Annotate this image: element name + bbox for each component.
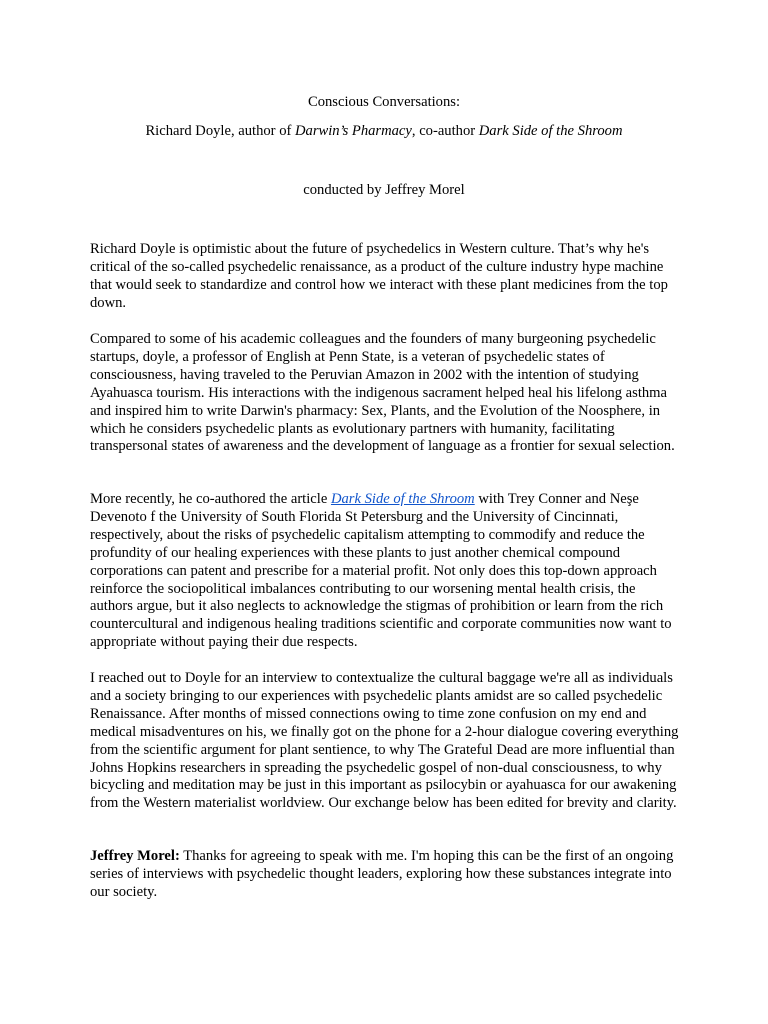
paragraph-3-before: More recently, he co-authored the article — [90, 491, 331, 507]
document-title — [0, 93, 768, 111]
subtitle-middle: , co-author — [411, 123, 479, 139]
subtitle-prefix: Richard Doyle, author of — [145, 123, 295, 139]
interview-question-1 — [90, 848, 682, 902]
paragraph-1-text: Richard Doyle is optimistic about the future of psychedelics in Western culture. That’s why he's critical of the so-called psychedelic renaissance, as a product of the culture industry hype machine that would seek to standardize and control how we interact with these plant medicines from the top down. — [90, 241, 668, 311]
document-subtitle — [0, 122, 768, 140]
paragraph-1 — [90, 241, 682, 313]
question-1-body: Thanks for agreeing to speak with me. I'm hoping this can be the first of an ongoing series of interviews with psychedelic thought leaders, exploring how these substances integrate into our society. — [90, 848, 674, 900]
paragraph-4-text: I reached out to Doyle for an interview to contextualize the cultural baggage we're all as individuals and a society bringing to our experiences with psychedelic plants amidst are so called psychedelic Renaissance. After months of missed connections owing to time zone confusion on my end and medical misadventures on his, we finally got on the phone for a 2-hour dialogue covering everything from the scientific argument for plant sentience, to why The Grateful Dead are more influential than Johns Hopkins researchers in spreading the psychedelic gospel of non-dual consciousness, to why bicycling and meditation may be just in this important as psilocybin or ayahuasca for our awakening from the Western materialist worldview. Our exchange below has been edited for brevity and clarity. — [90, 670, 679, 812]
speaker-name: Jeffrey Morel: — [90, 848, 180, 864]
book-title-darwins-pharmacy: Darwin’s Pharmacy — [295, 123, 412, 139]
paragraph-3-text — [90, 491, 682, 652]
paragraph-3-after: with Trey Conner and Neşe Devenoto f the University of South Florida St Petersburg and the University of Cincinnati, respectively, about the risks of psychedelic capitalism attempting to commodify and reduce the profundity of our healing experiences with these plants to just another chemical compound corporations can patent and prescribe for a material profit. Not only does this top-down approach reinforce the sociopolitical imbalances contributing to our worsening mental health crisis, the authors argue, but it also neglects to acknowledge the stigmas of prohibition or learn from the rich countercultural and indigenous healing traditions scientific and corporate communities now want to appropriate without paying their due respects. — [90, 491, 672, 651]
book-title-dark-side-of-the-shroom: Dark Side of the Shroom — [478, 123, 623, 139]
byline-text: conducted by Jeffrey Morel — [303, 182, 465, 198]
paragraph-2 — [90, 331, 682, 456]
paragraph-4 — [90, 670, 682, 813]
dark-side-of-the-shroom-link[interactable]: Dark Side of the Shroom — [330, 491, 475, 507]
title-text: Conscious Conversations: — [307, 94, 461, 110]
paragraph-2-text: Compared to some of his academic colleagues and the founders of many burgeoning psychedelic startups, doyle, a professor of English at Penn State, is a veteran of psychedelic states of consciousness, having traveled to the Peruvian Amazon in 2002 with the intention of studying Ayahuasca tourism. His interactions with the indigenous sacrament helped heal his lifelong asthma and inspired him to write Darwin's pharmacy: Sex, Plants, and the Evolution of the Noosphere, in which he considers psychedelic plants as evolutionary partners with humanity, facilitating transpersonal states of awareness and the development of language as a frontier for sexual selection. — [90, 331, 675, 455]
byline — [0, 181, 768, 199]
question-1-text — [90, 848, 682, 902]
paragraph-3 — [90, 491, 682, 652]
